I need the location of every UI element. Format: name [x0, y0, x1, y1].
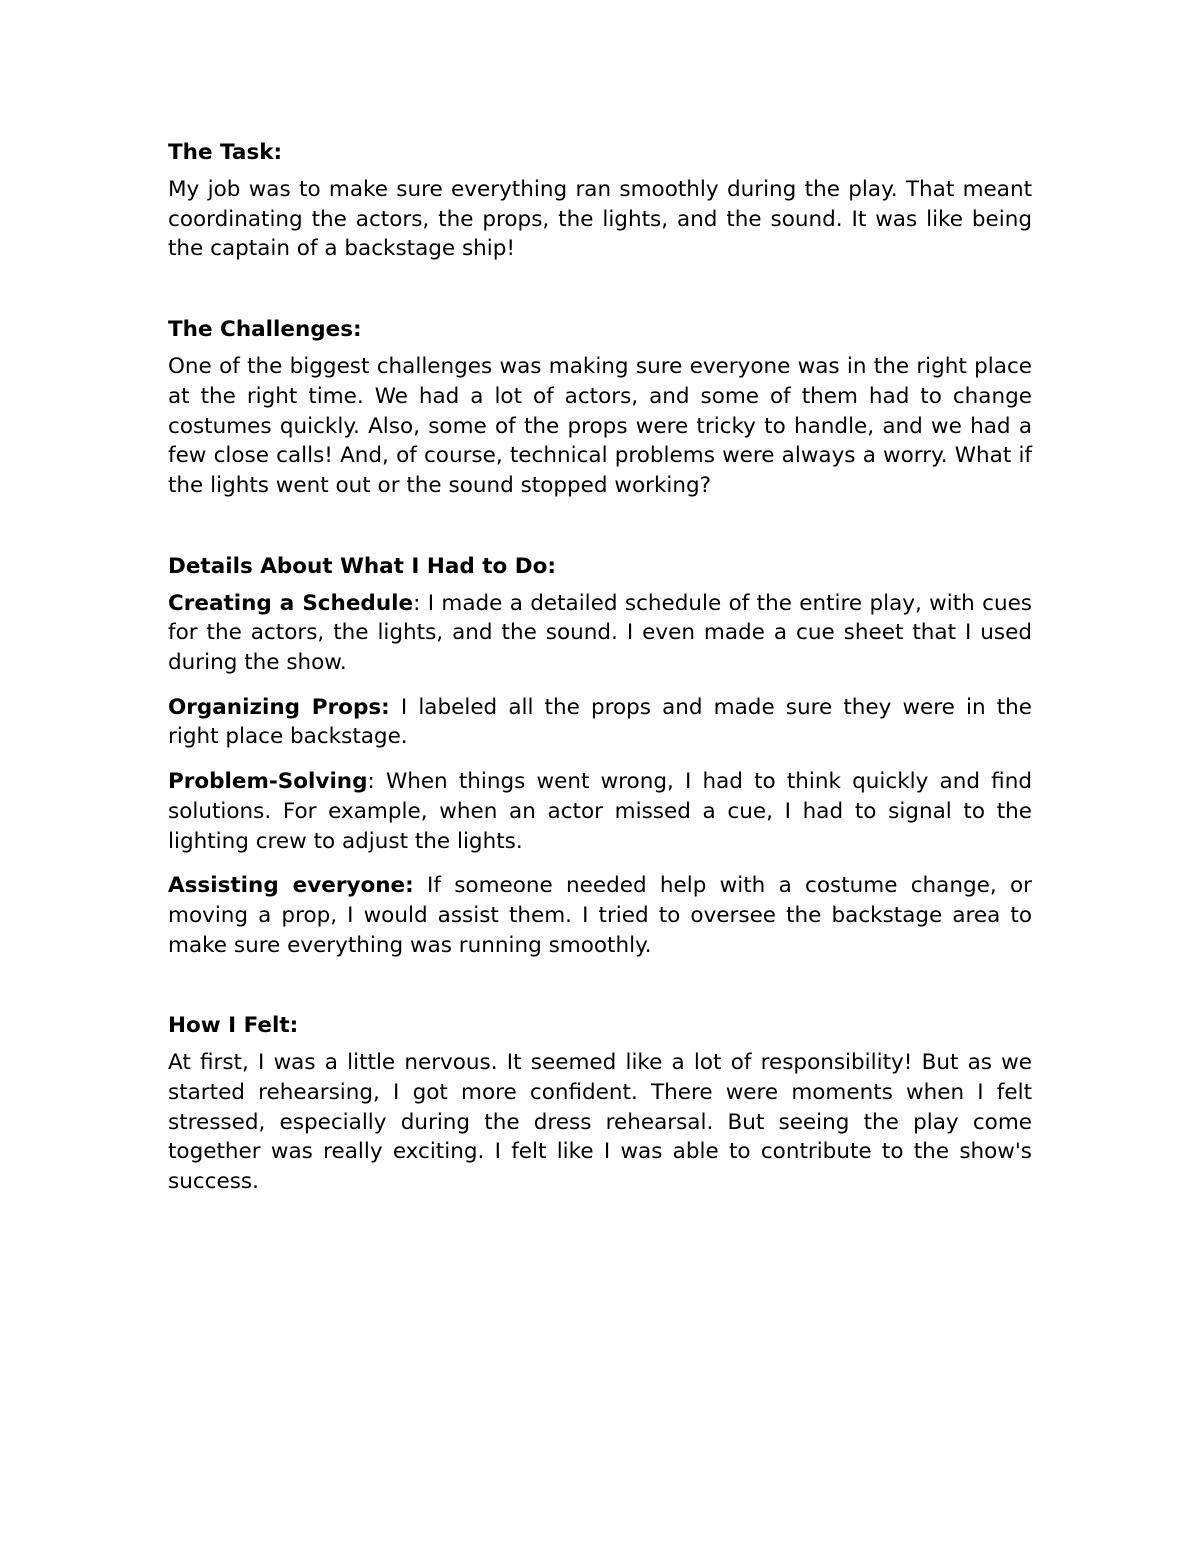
detail-text: When things went wrong, I had to think quickly and find solutions. For example, when an actor missed a cue, I had to signal to the lighting crew to adjust the lights. [168, 769, 1032, 854]
section-heading: How I Felt: [168, 1013, 299, 1039]
detail-item [168, 871, 1032, 960]
section-spacer [168, 960, 1032, 1011]
detail-item [168, 767, 1032, 856]
document-page [168, 138, 1032, 1197]
detail-term: Organizing Props: [168, 694, 390, 720]
detail-separator: : [367, 769, 375, 795]
section-body: My job was to make sure everything ran smoothly during the play. That meant coordinating the actors, the props, the lights, and the sound. It was like being the captain of a backstage ship! [168, 177, 1032, 262]
section-details [168, 552, 1032, 961]
section-body: One of the biggest challenges was making sure everyone was in the right place at the right time. We had a lot of actors, and some of them had to change costumes quickly. Also, some of the props were tricky to handle, and we had a few close calls! And, of course, technical problems were always a worry. What if the lights went out or the sound stopped working? [168, 354, 1032, 498]
detail-term: Creating a Schedule [168, 590, 414, 616]
detail-item [168, 693, 1032, 752]
detail-term: Assisting everyone: [168, 873, 414, 899]
section-heading: The Challenges: [168, 317, 362, 343]
section-heading: The Task: [168, 140, 283, 165]
section-body: At first, I was a little nervous. It seemed like a lot of responsibility! But as we started rehearsing, I got more confident. There were moments when I felt stressed, especially during the dress rehearsal. But seeing the play come together was really exciting. I felt like I was able to contribute to the show's success. [168, 1050, 1032, 1195]
section-spacer [168, 264, 1032, 315]
section-spacer [168, 501, 1032, 552]
section-heading: Details About What I Had to Do: [168, 553, 557, 579]
detail-text: I labeled all the props and made sure they were in the right place backstage. [168, 694, 1033, 750]
detail-term: Problem-Solving [168, 769, 368, 795]
section-task [168, 138, 1032, 264]
section-felt [168, 1011, 1032, 1197]
detail-item [168, 589, 1032, 678]
section-challenges [168, 315, 1032, 501]
detail-text: I made a detailed schedule of the entire play, with cues for the actors, the lights, and the sound. I even made a cue sheet that I used during the show. [168, 590, 1033, 676]
detail-separator: : [413, 590, 421, 616]
detail-text: If someone needed help with a costume change, or moving a prop, I would assist them. I tried to oversee the backstage area to make sure everything was running smoothly. [168, 873, 1032, 958]
